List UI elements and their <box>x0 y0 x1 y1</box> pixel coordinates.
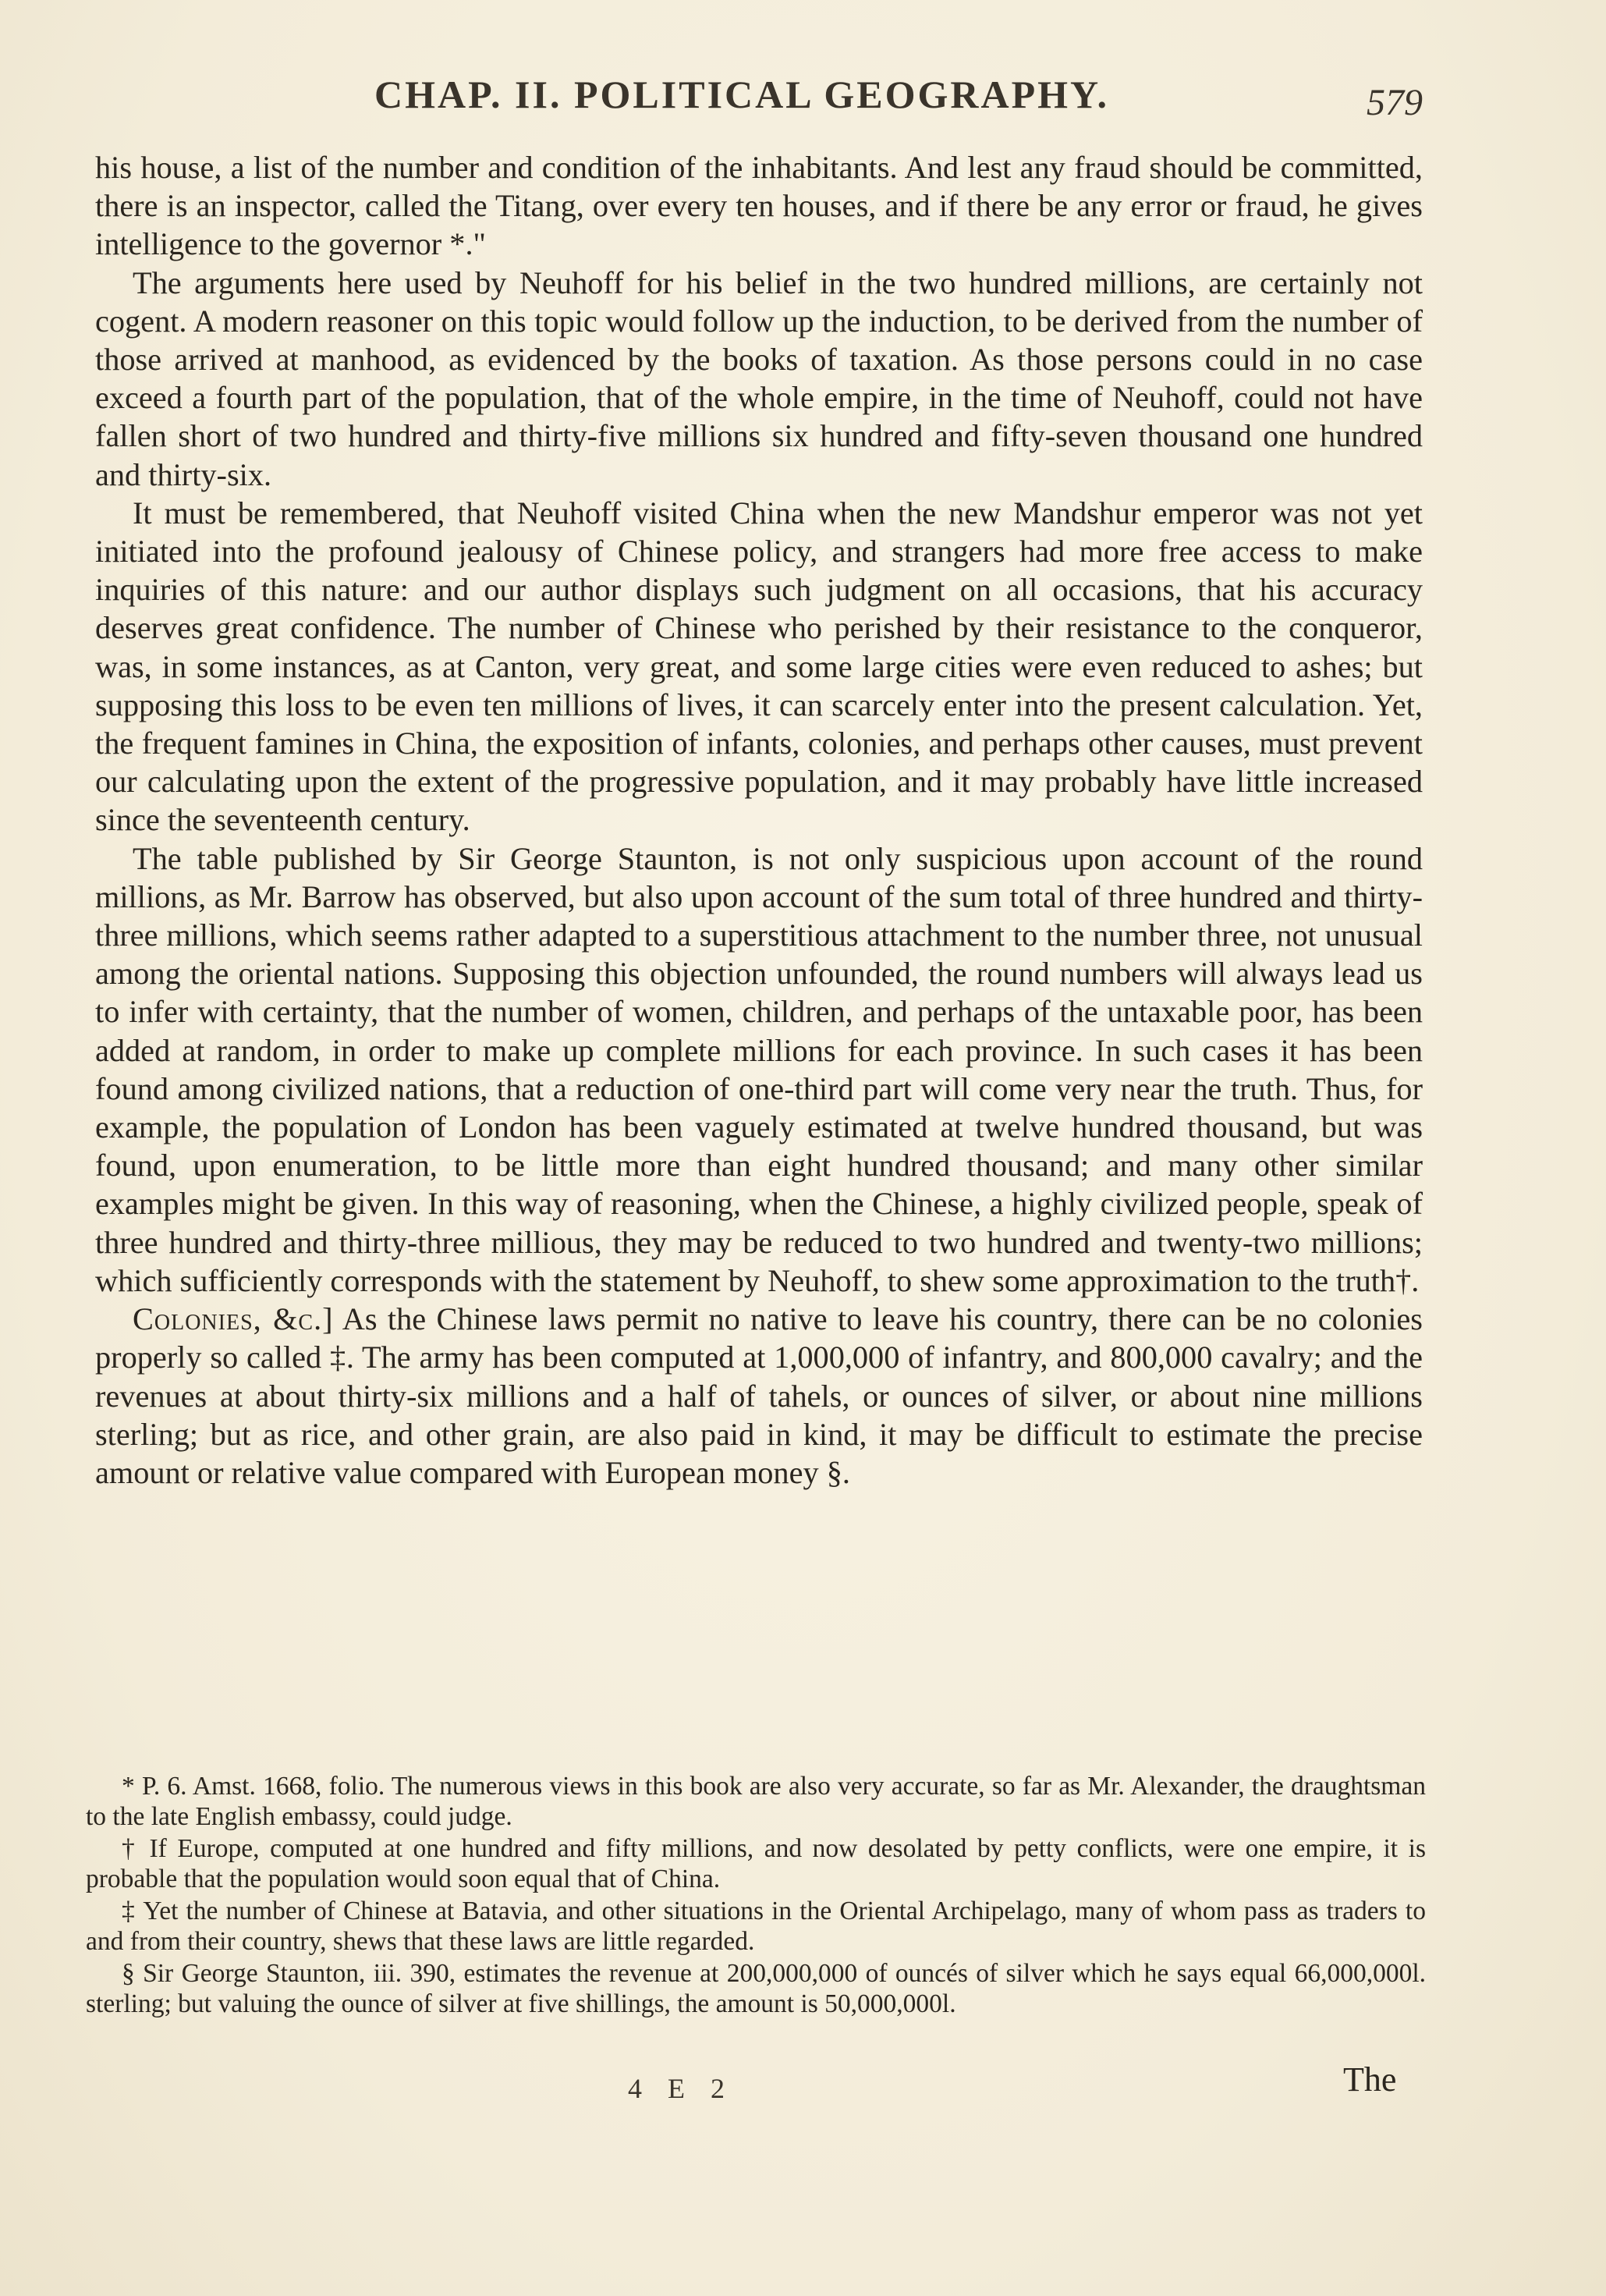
paragraph-5 <box>95 1300 1423 1492</box>
running-title: CHAP. II. POLITICAL GEOGRAPHY. <box>374 73 1110 116</box>
paragraph-1: his house, a list of the number and condition of the inhabitants. And lest any fraud should be committed, there is an inspector, called the Titang, over every ten houses, and if there be any error or fraud, he gives intelligence to the governor *." <box>95 150 1423 262</box>
catchword: The <box>1343 2060 1397 2099</box>
paragraph-2: The arguments here used by Neuhoff for his belief in the two hundred millions, are certainly not cogent. A modern reasoner on this topic would follow up the induction, to be derived from the number of those arrived at manhood, as evidenced by the books of taxation. As those persons could in no case exceed a fourth part of the population, that of the whole empire, in the time of Neuhoff, could not have fallen short of two hundred and thirty-five millions six hundred and fifty-seven thousand one hundred and thirty-six. <box>95 264 1423 492</box>
section-heading-colonies: Colonies, &c.] <box>133 1301 334 1337</box>
paragraph-5-text: As the Chinese laws permit no native to leave his country, there can be no colonies properly so called ‡. The army has been computed at 1,000,000 of infantry, and 800,000 cavalry; and the revenues at about thirty-six millions and a half of tahels, or ounces of silver, or about nine millions sterling; but as rice, and other grain, are also paid in kind, it may be difficult to estimate the precise amount or relative value compared with European money §. <box>95 1301 1423 1490</box>
paragraph-3: It must be remembered, that Neuhoff visited China when the new Mandshur emperor was not yet initiated into the profound jealousy of Chinese policy, and strangers had more free access to make inquiries of this nature: and our author displays such judgment on all occasions, that his accuracy deserves great confidence. The number of Chinese who perished by their resistance to the conqueror, was, in some instances, as at Canton, very great, and some large cities were even reduced to ashes; but supposing this loss to be even ten millions of lives, it can scarcely enter into the present calculation. Yet, the frequent famines in China, the exposition of infants, colonies, and perhaps other causes, must prevent our calculating upon the extent of the progressive population, and it may probably have little increased since the seventeenth century. <box>95 495 1423 838</box>
signature-mark: 4 E 2 <box>628 2073 734 2104</box>
footnotes <box>86 1771 1426 2021</box>
paragraph-4: The table published by Sir George Staunton, is not only suspicious upon account of the round millions, as Mr. Barrow has observed, but also upon account of the sum total of three hundred and thirty-three millions, which seems rather adapted to a superstitious attachment to the number three, not unusual among the oriental nations. Supposing this objection unfounded, the round numbers will always lead us to infer with certainty, that the number of women, children, and perhaps of the untaxable poor, has been added at random, in order to make up complete millions for each province. In such cases it has been found among civilized nations, that a reduction of one-third part will come very near the truth. Thus, for example, the population of London has been vaguely estimated at twelve hundred thousand, but was found, upon enumeration, to be little more than eight hundred thousand; and many other similar examples might be given. In this way of reasoning, when the Chinese, a highly civilized people, speak of three hundred and thirty-three millious, they may be reduced to two hundred and twenty-two millions; which sufficiently corresponds with the statement by Neuhoff, to shew some approximation to the truth†. <box>95 840 1423 1298</box>
footnote-2: † If Europe, computed at one hundred and fifty millions, and now desolated by petty conflicts, were one empire, it is probable that the population would soon equal that of China. <box>86 1834 1426 1893</box>
page-number: 579 <box>1367 82 1423 123</box>
footnote-4: § Sir George Staunton, iii. 390, estimates the revenue at 200,000,000 of ouncés of silver which he says equal 66,000,000l. sterling; but valuing the ounce of silver at five shillings, the amount is 50,000,000l. <box>86 1959 1426 2018</box>
main-text <box>95 148 1423 1492</box>
footnote-3: ‡ Yet the number of Chinese at Batavia, and other situations in the Oriental Archipelago, many of whom pass as traders to and from their country, shews that these laws are little regarded. <box>86 1897 1426 1956</box>
footnote-1: * P. 6. Amst. 1668, folio. The numerous views in this book are also very accurate, so far as Mr. Alexander, the draughtsman to the late English embassy, could judge. <box>86 1772 1426 1831</box>
